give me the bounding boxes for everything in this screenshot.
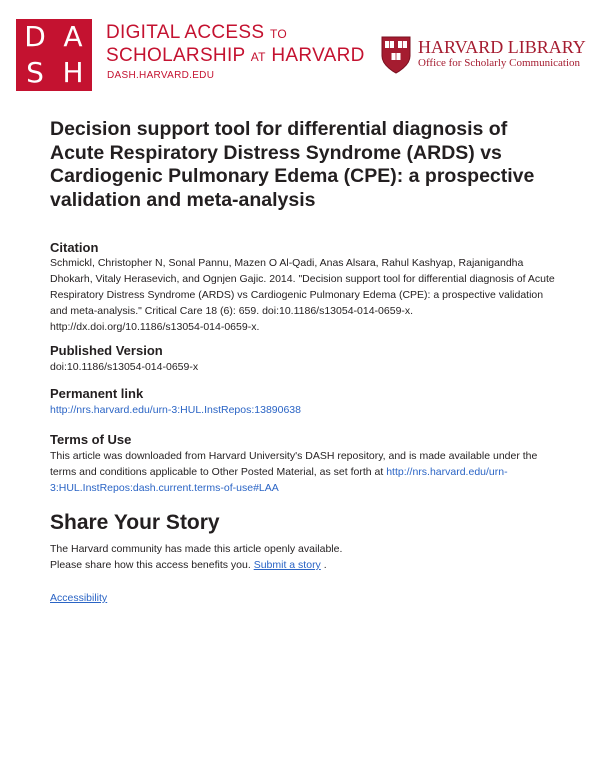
harvard-shield-icon	[381, 36, 411, 74]
terms-link[interactable]: http://nrs.harvard.edu/urn-3:HUL.InstRepos:dash.current.terms-of-use#LAA	[50, 466, 508, 494]
citation-heading: Citation	[50, 240, 99, 255]
share-text: The Harvard community has made this article openly available. Please share how this access benefits you. Submit a story .	[50, 543, 343, 571]
dash-logo	[16, 19, 92, 91]
dash-logo-letter: A	[63, 20, 83, 53]
dash-logo-letter: D	[24, 20, 46, 53]
citation-text: Schmickl, Christopher N, Sonal Pannu, Mazen O Al-Qadi, Anas Alsara, Rahul Kashyap, Rajanigandha Dhokarh, Vitaly Herasevich, and Ognjen Gajic. 2014. "Decision support tool for differential diagnosis of Acute Respiratory Distress Syndrome (ARDS) vs Cardiogenic Pulmonary Edema (CPE): a prospective validation and meta-analysis." Critical Care 18 (6): 659. doi:10.1186/s13054-014-0659-x. http://dx.doi.org/10.1186/s13054-014-0659-x.	[50, 257, 555, 333]
published-version-text: doi:10.1186/s13054-014-0659-x	[50, 361, 199, 373]
terms-text: This article was downloaded from Harvard University's DASH repository, and is made available under the terms and conditions applicable to Other Posted Material, as set forth at http://nrs.harvard.edu/urn-3:HUL.InstRepos:dash.current.terms-of-use#LAA	[50, 450, 538, 494]
share-heading: Share Your Story	[50, 511, 220, 534]
permanent-link[interactable]: http://nrs.harvard.edu/urn-3:HUL.InstRepos:13890638	[50, 404, 301, 416]
dash-logo-letter: H	[62, 56, 84, 89]
harvard-library-name: HARVARD LIBRARY	[418, 37, 586, 57]
terms-heading: Terms of Use	[50, 432, 132, 447]
published-version-heading: Published Version	[50, 343, 163, 358]
dash-title: DIGITAL ACCESS TO SCHOLARSHIP AT HARVARD	[106, 22, 365, 66]
accessibility-link[interactable]: Accessibility	[50, 592, 108, 604]
document-title: Decision support tool for differential diagnosis of Acute Respiratory Distress Syndrome (ARDS) vs Cardiogenic Pulmonary Edema (CPE): a prospective validation and meta-analysis	[50, 118, 535, 211]
harvard-library-office: Office for Scholarly Communication	[418, 57, 581, 69]
accessibility-row	[50, 590, 560, 606]
permanent-link-heading: Permanent link	[50, 386, 144, 401]
submit-story-link[interactable]: Submit a story	[253, 559, 321, 571]
permanent-link-row	[50, 402, 560, 418]
dash-url: DASH.HARVARD.EDU	[107, 70, 215, 81]
dash-logo-letter: S	[26, 56, 44, 89]
